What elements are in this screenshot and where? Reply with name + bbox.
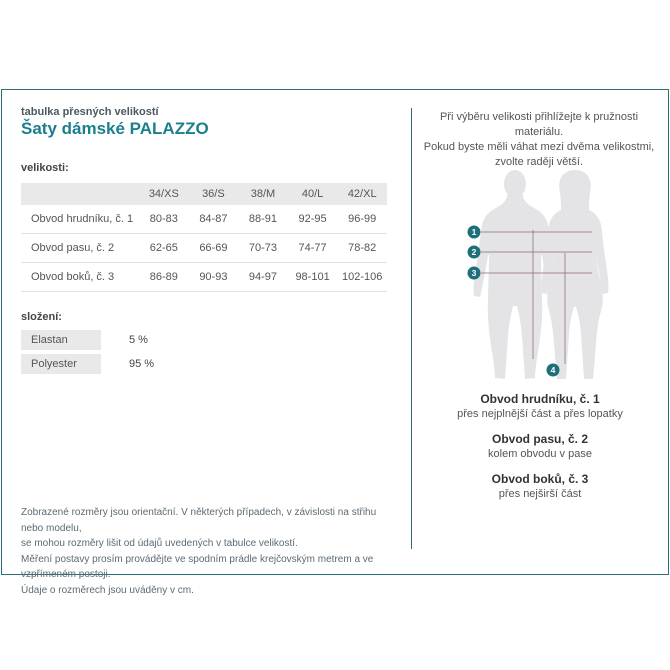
marker-3 — [468, 267, 481, 280]
size-value-cell: 96-99 — [337, 205, 387, 234]
composition-section-label: složení: — [21, 311, 62, 323]
size-value-cell: 90-93 — [189, 263, 239, 292]
composition-row — [21, 354, 381, 374]
table-caption: tabulka přesných velikostí — [21, 106, 159, 118]
size-value-cell: 62-65 — [139, 234, 189, 263]
disclaimer-line: Měření postavy prosím provádějte ve spodním prádle krejčovským metrem a ve vzpřímeném postoji. — [21, 553, 374, 580]
disclaimer-line: se mohou rozměry lišit od údajů uvedených v tabulce velikostí. — [21, 538, 298, 549]
size-value-cell: 92-95 — [288, 205, 338, 234]
marker-1 — [468, 226, 481, 239]
fit-advice-line: Pokud byste měli váhat mezi dvěma velikostmi, — [423, 141, 655, 153]
size-column-header: 38/M — [238, 183, 288, 205]
legend-item-title: Obvod hrudníku, č. 1 — [480, 392, 600, 406]
svg-text:2: 2 — [471, 247, 477, 257]
size-value-cell: 94-97 — [238, 263, 288, 292]
table-row — [21, 205, 387, 234]
size-value-cell: 78-82 — [337, 234, 387, 263]
size-value-cell: 98-101 — [288, 263, 338, 292]
legend-item — [420, 471, 660, 502]
marker-2 — [468, 246, 481, 259]
female-silhouette — [566, 173, 585, 197]
measurement-row-label: Obvod pasu, č. 2 — [21, 234, 139, 263]
size-value-cell: 102-106 — [337, 263, 387, 292]
measurement-row-label: Obvod boků, č. 3 — [21, 263, 139, 292]
size-chart-panel — [1, 89, 669, 596]
material-percentage: 5 % — [129, 334, 148, 346]
size-column-header: 36/S — [189, 183, 239, 205]
material-percentage: 95 % — [129, 358, 155, 370]
male-silhouette — [504, 170, 526, 198]
size-value-cell: 80-83 — [139, 205, 189, 234]
size-value-cell: 88-91 — [238, 205, 288, 234]
size-table — [21, 183, 387, 292]
svg-text:1: 1 — [471, 227, 477, 237]
measurement-legend — [420, 391, 660, 511]
table-row — [21, 234, 387, 263]
legend-item-desc: přes nejplnější část a přes lopatky — [457, 408, 623, 420]
page-title: Šaty dámské PALAZZO — [21, 119, 209, 138]
disclaimer-line: Údaje o rozměrech jsou uváděny v cm. — [21, 584, 194, 596]
size-column-header: 34/XS — [139, 183, 189, 205]
size-table-header-row — [21, 183, 387, 205]
disclaimer-line: Zobrazené rozměry jsou orientační. V některých případech, v závislosti na střihu nebo modelu, — [21, 507, 377, 534]
fit-advice-line: zvolte raději větší. — [494, 156, 584, 168]
size-column-header: 42/XL — [337, 183, 387, 205]
legend-item — [420, 391, 660, 422]
marker-4 — [547, 364, 560, 377]
fit-advice-line: Při výběru velikosti přihlížejte k pružnosti materiálu. — [439, 111, 639, 138]
size-column-header: 40/L — [288, 183, 338, 205]
size-value-cell: 84-87 — [189, 205, 239, 234]
female-silhouette — [542, 199, 609, 379]
body-measurement-figure — [410, 157, 670, 389]
legend-item-desc: kolem obvodu v pase — [488, 448, 592, 460]
legend-item — [420, 431, 660, 462]
svg-text:3: 3 — [471, 268, 477, 278]
composition-row — [21, 330, 381, 350]
legend-item-desc: přes nejširší část — [498, 488, 582, 500]
material-name: Polyester — [21, 354, 101, 374]
measurement-disclaimer — [21, 505, 401, 598]
size-value-cell: 70-73 — [238, 234, 288, 263]
table-row — [21, 263, 387, 292]
size-value-cell: 74-77 — [288, 234, 338, 263]
material-name: Elastan — [21, 330, 101, 350]
size-value-cell: 66-69 — [189, 234, 239, 263]
size-value-cell: 86-89 — [139, 263, 189, 292]
sizes-section-label: velikosti: — [21, 162, 69, 174]
legend-item-title: Obvod boků, č. 3 — [491, 472, 589, 486]
measurement-row-label: Obvod hrudníku, č. 1 — [21, 205, 139, 234]
size-table-corner-cell — [21, 183, 139, 205]
legend-item-title: Obvod pasu, č. 2 — [491, 432, 589, 446]
svg-text:4: 4 — [550, 365, 556, 375]
